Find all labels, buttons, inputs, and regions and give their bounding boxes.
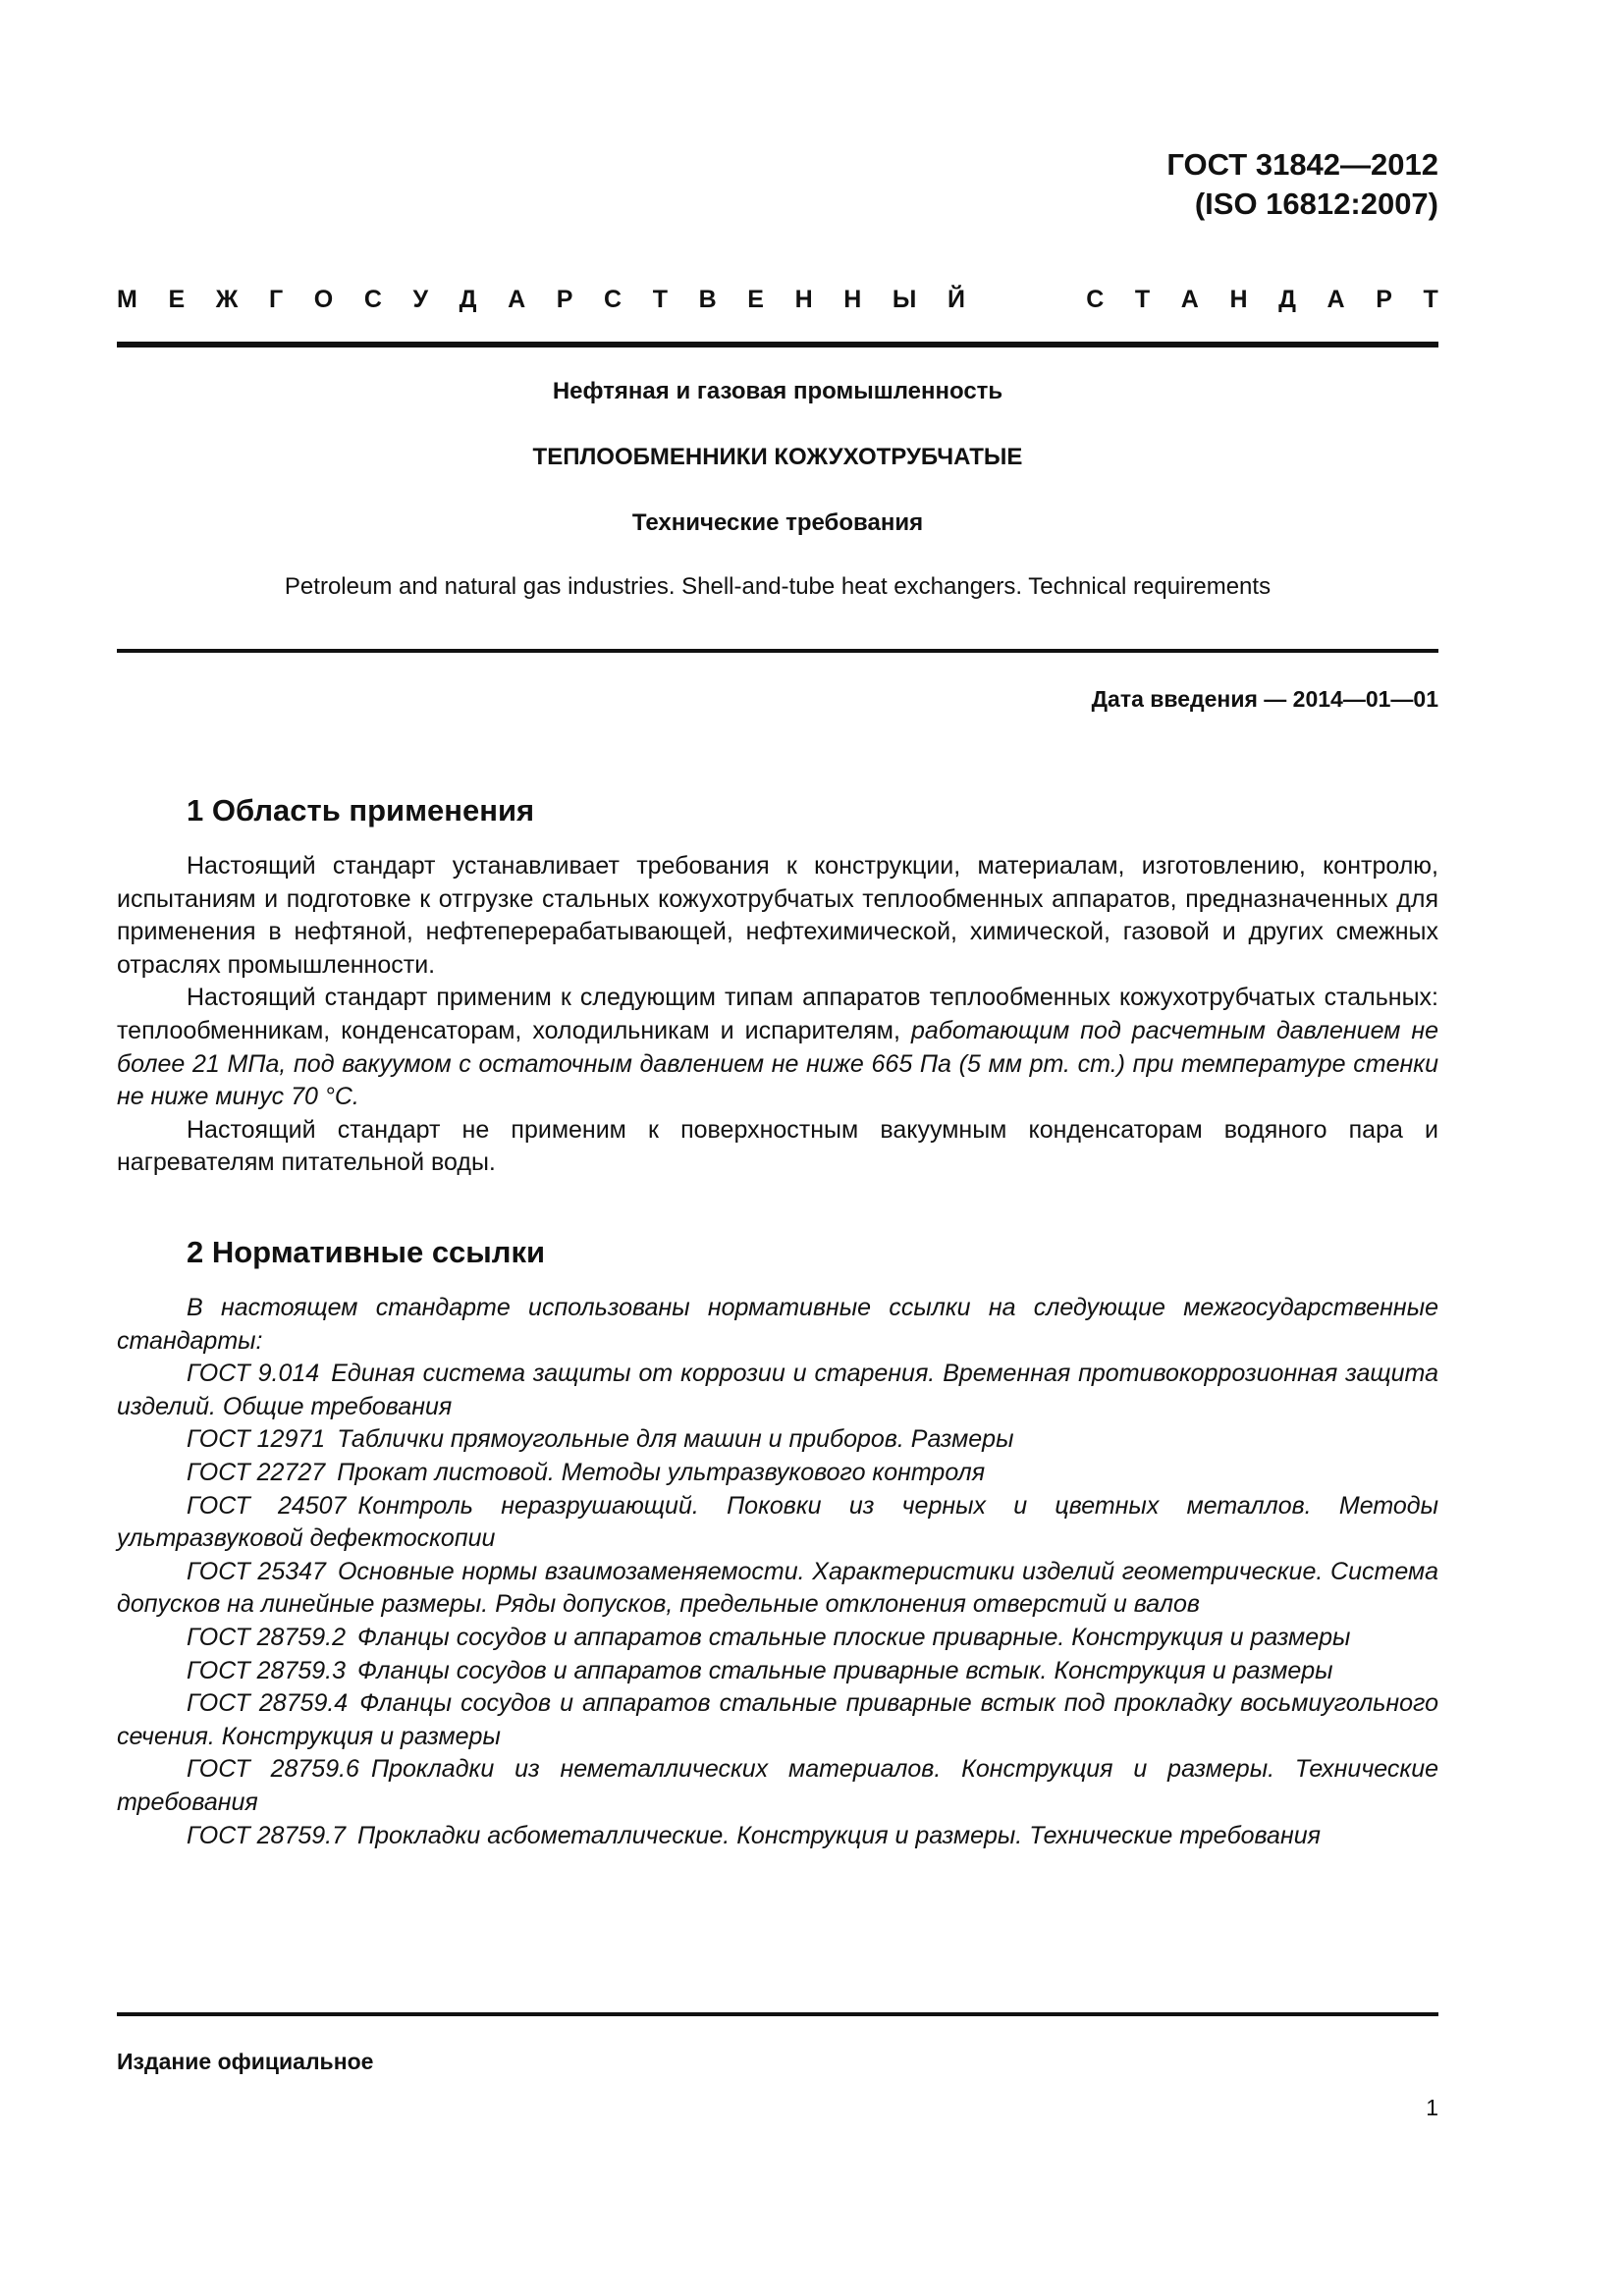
reference-title: Контроль неразрушающий. Поковки из черных и цветных металлов. Методы ультразвуковой дефектоскопии [117, 1491, 1438, 1553]
banner-letter: Ж [215, 286, 239, 313]
banner-letter: Т [1134, 286, 1151, 313]
banner-letter: С [604, 286, 623, 313]
reference-title: Прокладки из неметаллических материалов. Конструкция и размеры. Технические требования [117, 1755, 1439, 1816]
banner-letter: Д [1278, 286, 1296, 313]
banner-letter: Р [1376, 286, 1392, 313]
banner-letter: Т [1423, 286, 1438, 313]
reference-item [117, 1655, 1438, 1688]
standard-number: ГОСТ 31842—2012 [1166, 147, 1438, 182]
banner-letter: У [412, 286, 429, 313]
title-rule [117, 649, 1438, 653]
subtitle: Технические требования [631, 509, 924, 536]
section-1-paragraph-1: Настоящий стандарт устанавливает требования к конструкции, материалам, изготовлению, контролю, испытаниям и подготовке к отгрузке стальных кожухотрубчатых теплообменных аппаратов, предназначенных для применения в нефтяной, нефтеперерабатывающей, нефтехимической, химической, газовой и других смежных отраслях промышленности. [117, 852, 1438, 979]
banner-letter: О [313, 286, 334, 313]
section-2-body [117, 1292, 1438, 1852]
industry-title: Нефтяная и газовая промышленность [552, 378, 1003, 404]
banner-letter: Г [268, 286, 284, 313]
reference-title: Таблички прямоугольные для машин и приборов. Размеры [337, 1425, 1014, 1454]
reference-code: ГОСТ 28759.3 [187, 1656, 347, 1684]
reference-item [117, 1622, 1438, 1655]
banner-letter: Д [459, 286, 477, 313]
section-1-paragraph-2-regular: Настоящий стандарт применим к следующим типам аппаратов теплообменных кожухотрубчатых стальных: теплообменникам, конденсаторам, холодильникам и испарителям, [117, 984, 1438, 1044]
banner-letter: Ы [892, 286, 917, 313]
reference-title: Основные нормы взаимозаменяемости. Характеристики изделий геометрические. Система допусков на линейные размеры. Ряды допусков, предельные отклонения отверстий и валов [117, 1557, 1438, 1619]
edition-label: Издание официальное [117, 2049, 374, 2074]
banner-letter: Й [947, 286, 965, 313]
banner-letter: Е [747, 286, 764, 313]
reference-code: ГОСТ 28759.4 [187, 1689, 349, 1718]
banner-letter: А [508, 286, 526, 313]
main-title: ТЕПЛООБМЕННИКИ КОЖУХОТРУБЧАТЫЕ [532, 444, 1023, 470]
banner-letter: С [1086, 286, 1105, 313]
reference-item [117, 1490, 1438, 1556]
reference-title: Прокат листовой. Методы ультразвукового контроля [337, 1458, 986, 1486]
introduction-date: Дата введения — 2014—01—01 [1091, 686, 1438, 712]
english-title: Petroleum and natural gas industries. Shell-and-tube heat exchangers. Technical requirements [284, 573, 1272, 600]
reference-title: Фланцы сосудов и аппаратов стальные приварные встык. Конструкция и размеры [357, 1656, 1333, 1684]
section-1-heading: 1 Область применения [187, 793, 535, 828]
reference-code: ГОСТ 28759.6 [187, 1755, 359, 1784]
banner-letter: Н [794, 286, 813, 313]
reference-item [117, 1753, 1438, 1819]
reference-code: ГОСТ 25347 [187, 1557, 326, 1585]
reference-item [117, 1687, 1438, 1753]
section-1-paragraph-2 [117, 982, 1438, 1113]
reference-title: Фланцы сосудов и аппаратов стальные приварные встык под прокладку восьмиугольного сечения. Конструкция и размеры [117, 1689, 1438, 1750]
banner-letter: М [117, 286, 137, 313]
reference-code: ГОСТ 9.014 [187, 1360, 320, 1388]
banner-letter: Н [1229, 286, 1248, 313]
reference-code: ГОСТ 22727 [187, 1458, 326, 1486]
reference-code: ГОСТ 12971 [187, 1425, 326, 1454]
reference-item [117, 1820, 1438, 1853]
document-number-block [1166, 145, 1438, 224]
reference-code: ГОСТ 24507 [187, 1491, 347, 1520]
section-2-intro: В настоящем стандарте использованы нормативные ссылки на следующие межгосударственные стандарты: [117, 1294, 1438, 1355]
reference-item [117, 1457, 1438, 1490]
banner-letter: С [363, 286, 382, 313]
banner-letter: Н [843, 286, 862, 313]
banner-letter: Т [652, 286, 668, 313]
page-number: 1 [1426, 2095, 1438, 2120]
reference-title: Фланцы сосудов и аппаратов стальные плоские приварные. Конструкция и размеры [357, 1623, 1351, 1651]
iso-number: (ISO 16812:2007) [1194, 187, 1438, 221]
reference-item [117, 1358, 1438, 1423]
banner-letter: А [1180, 286, 1199, 313]
footer-rule [117, 2012, 1438, 2016]
section-2-heading: 2 Нормативные ссылки [187, 1235, 546, 1269]
reference-item [117, 1556, 1438, 1622]
header-rule [117, 342, 1438, 347]
reference-item [117, 1423, 1438, 1457]
reference-code: ГОСТ 28759.2 [187, 1623, 347, 1651]
banner-letter: Е [168, 286, 186, 313]
banner-letter: Р [556, 286, 573, 313]
reference-title: Прокладки асбометаллические. Конструкция и размеры. Технические требования [357, 1821, 1321, 1849]
reference-code: ГОСТ 28759.7 [187, 1821, 347, 1849]
banner-letter: В [698, 286, 717, 313]
reference-title: Единая система защиты от коррозии и старения. Временная противокоррозионная защита изделий. Общие требования [117, 1360, 1439, 1420]
interstate-standard-banner [117, 285, 1438, 314]
banner-letter: А [1326, 286, 1345, 313]
section-1-body [117, 850, 1438, 1180]
banner-word-gap [997, 285, 1056, 314]
section-1-paragraph-3: Настоящий стандарт не применим к поверхностным вакуумным конденсаторам водяного пара и нагревателям питательной воды. [117, 1115, 1438, 1177]
section-1-paragraph-2-italic: работающим под расчетным давлением не более 21 МПа, под вакуумом с остаточным давлением не ниже 665 Па (5 мм рт. ст.) при температуре стенки не ниже минус 70 °С. [117, 1016, 1438, 1111]
